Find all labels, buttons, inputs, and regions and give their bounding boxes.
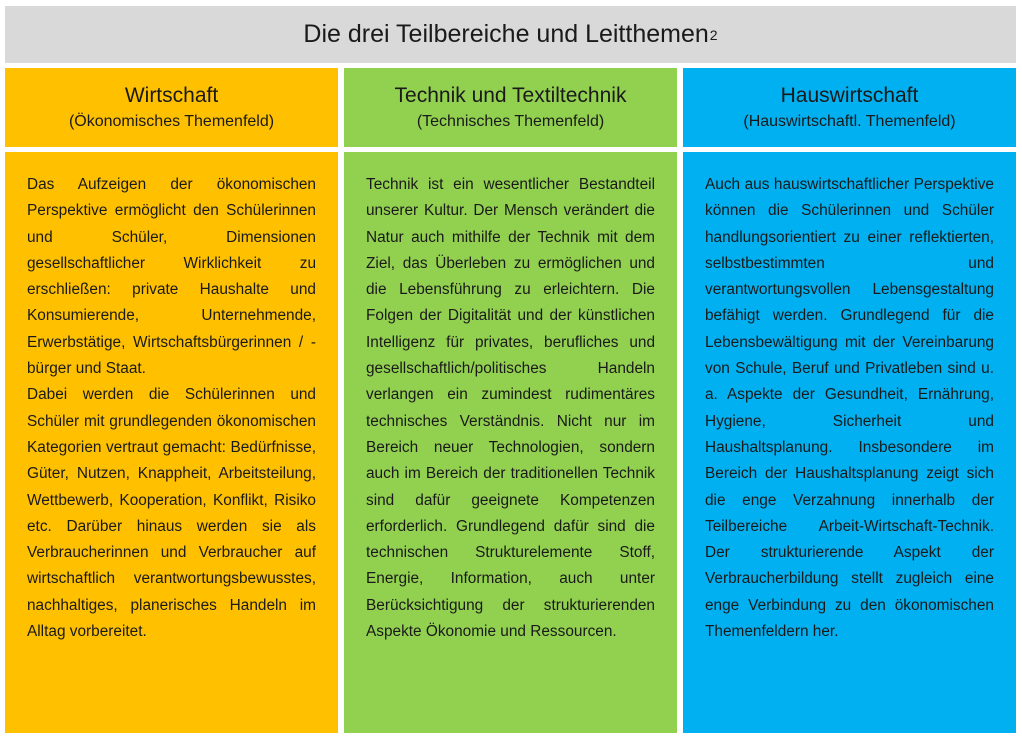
column-heading: Hauswirtschaft	[780, 83, 919, 107]
page-title-text: Die drei Teilbereiche und Leitthemen	[303, 20, 709, 48]
column-subheading: (Technisches Themenfeld)	[416, 112, 605, 130]
column-header	[344, 68, 677, 147]
column-header	[5, 68, 338, 147]
column-hauswirtschaft	[683, 68, 1016, 733]
column-technik	[344, 68, 677, 733]
column-body	[344, 152, 677, 733]
column-body	[5, 152, 338, 733]
column-body	[683, 152, 1016, 733]
column-paragraph: Dabei werden die Schülerinnen und Schüler mit grundlegenden ökonomischen Kategorien vertraut gemacht: Bedürfnisse, Güter, Nutzen, Knappheit, Arbeitsteilung, Wettbewerb, Kooperation, Konflikt, Risiko etc. Darüber hinaus werden sie als Verbraucherinnen und Verbraucher auf wirtschaftlich verantwortungsbewusstes, nachhaltiges, planerisches Handeln im Alltag vorbereitet.	[27, 386, 316, 641]
column-paragraph: Das Aufzeigen der ökonomischen Perspektive ermöglicht den Schülerinnen und Schüler, Dimensionen gesellschaftlicher Wirklichkeit zu erschließen: private Haushalte und Konsumierende, Unternehmende, Erwerbstätige, Wirtschaftsbürgerinnen / -bürger und Staat.	[27, 176, 316, 378]
column-wirtschaft	[5, 68, 338, 733]
column-subheading: (Ökonomisches Themenfeld)	[68, 112, 275, 130]
page-title	[5, 6, 1016, 63]
footnote-marker: 2	[709, 26, 718, 43]
column-subheading: (Hauswirtschaftl. Themenfeld)	[743, 112, 956, 130]
column-header	[683, 68, 1016, 147]
column-heading: Wirtschaft	[124, 83, 219, 107]
column-paragraph: Auch aus hauswirtschaftlicher Perspektive können die Schülerinnen und Schüler handlungsorientiert zu einer reflektierten, selbstbestimmten und verantwortungsvollen Lebensgestaltung befähigt werden. Grundlegend für die Lebensbewältigung mit der Vereinbarung von Schule, Beruf und Privatleben sind u. a. Aspekte der Gesundheit, Ernährung, Hygiene, Sicherheit und Haushaltsplanung. Insbesondere im Bereich der Haushaltsplanung zeigt sich die enge Verzahnung innerhalb der Teilbereiche Arbeit-Wirtschaft-Technik. Der strukturierende Aspekt der Verbraucherbildung stellt zugleich eine enge Verbindung zu den ökonomischen Themenfeldern her.	[705, 176, 994, 641]
column-heading: Technik und Textiltechnik	[394, 83, 627, 107]
column-paragraph: Technik ist ein wesentlicher Bestandteil unserer Kultur. Der Mensch verändert die Natur auch mithilfe der Technik mit dem Ziel, das Überleben zu ermöglichen und die Lebensführung zu erleichtern. Die Folgen der Digitalität und der künstlichen Intelligenz für privates, berufliches und gesellschaftlich/politisches Handeln verlangen ein zumindest rudimentäres technisches Verständnis. Nicht nur im Bereich neuer Technologien, sondern auch im Bereich der traditionellen Technik sind dafür geeignete Kompetenzen erforderlich. Grundlegend dafür sind die technischen Strukturelemente Stoff, Energie, Information, auch unter Berücksichtigung der strukturierenden Aspekte Ökonomie und Ressourcen.	[366, 176, 655, 641]
